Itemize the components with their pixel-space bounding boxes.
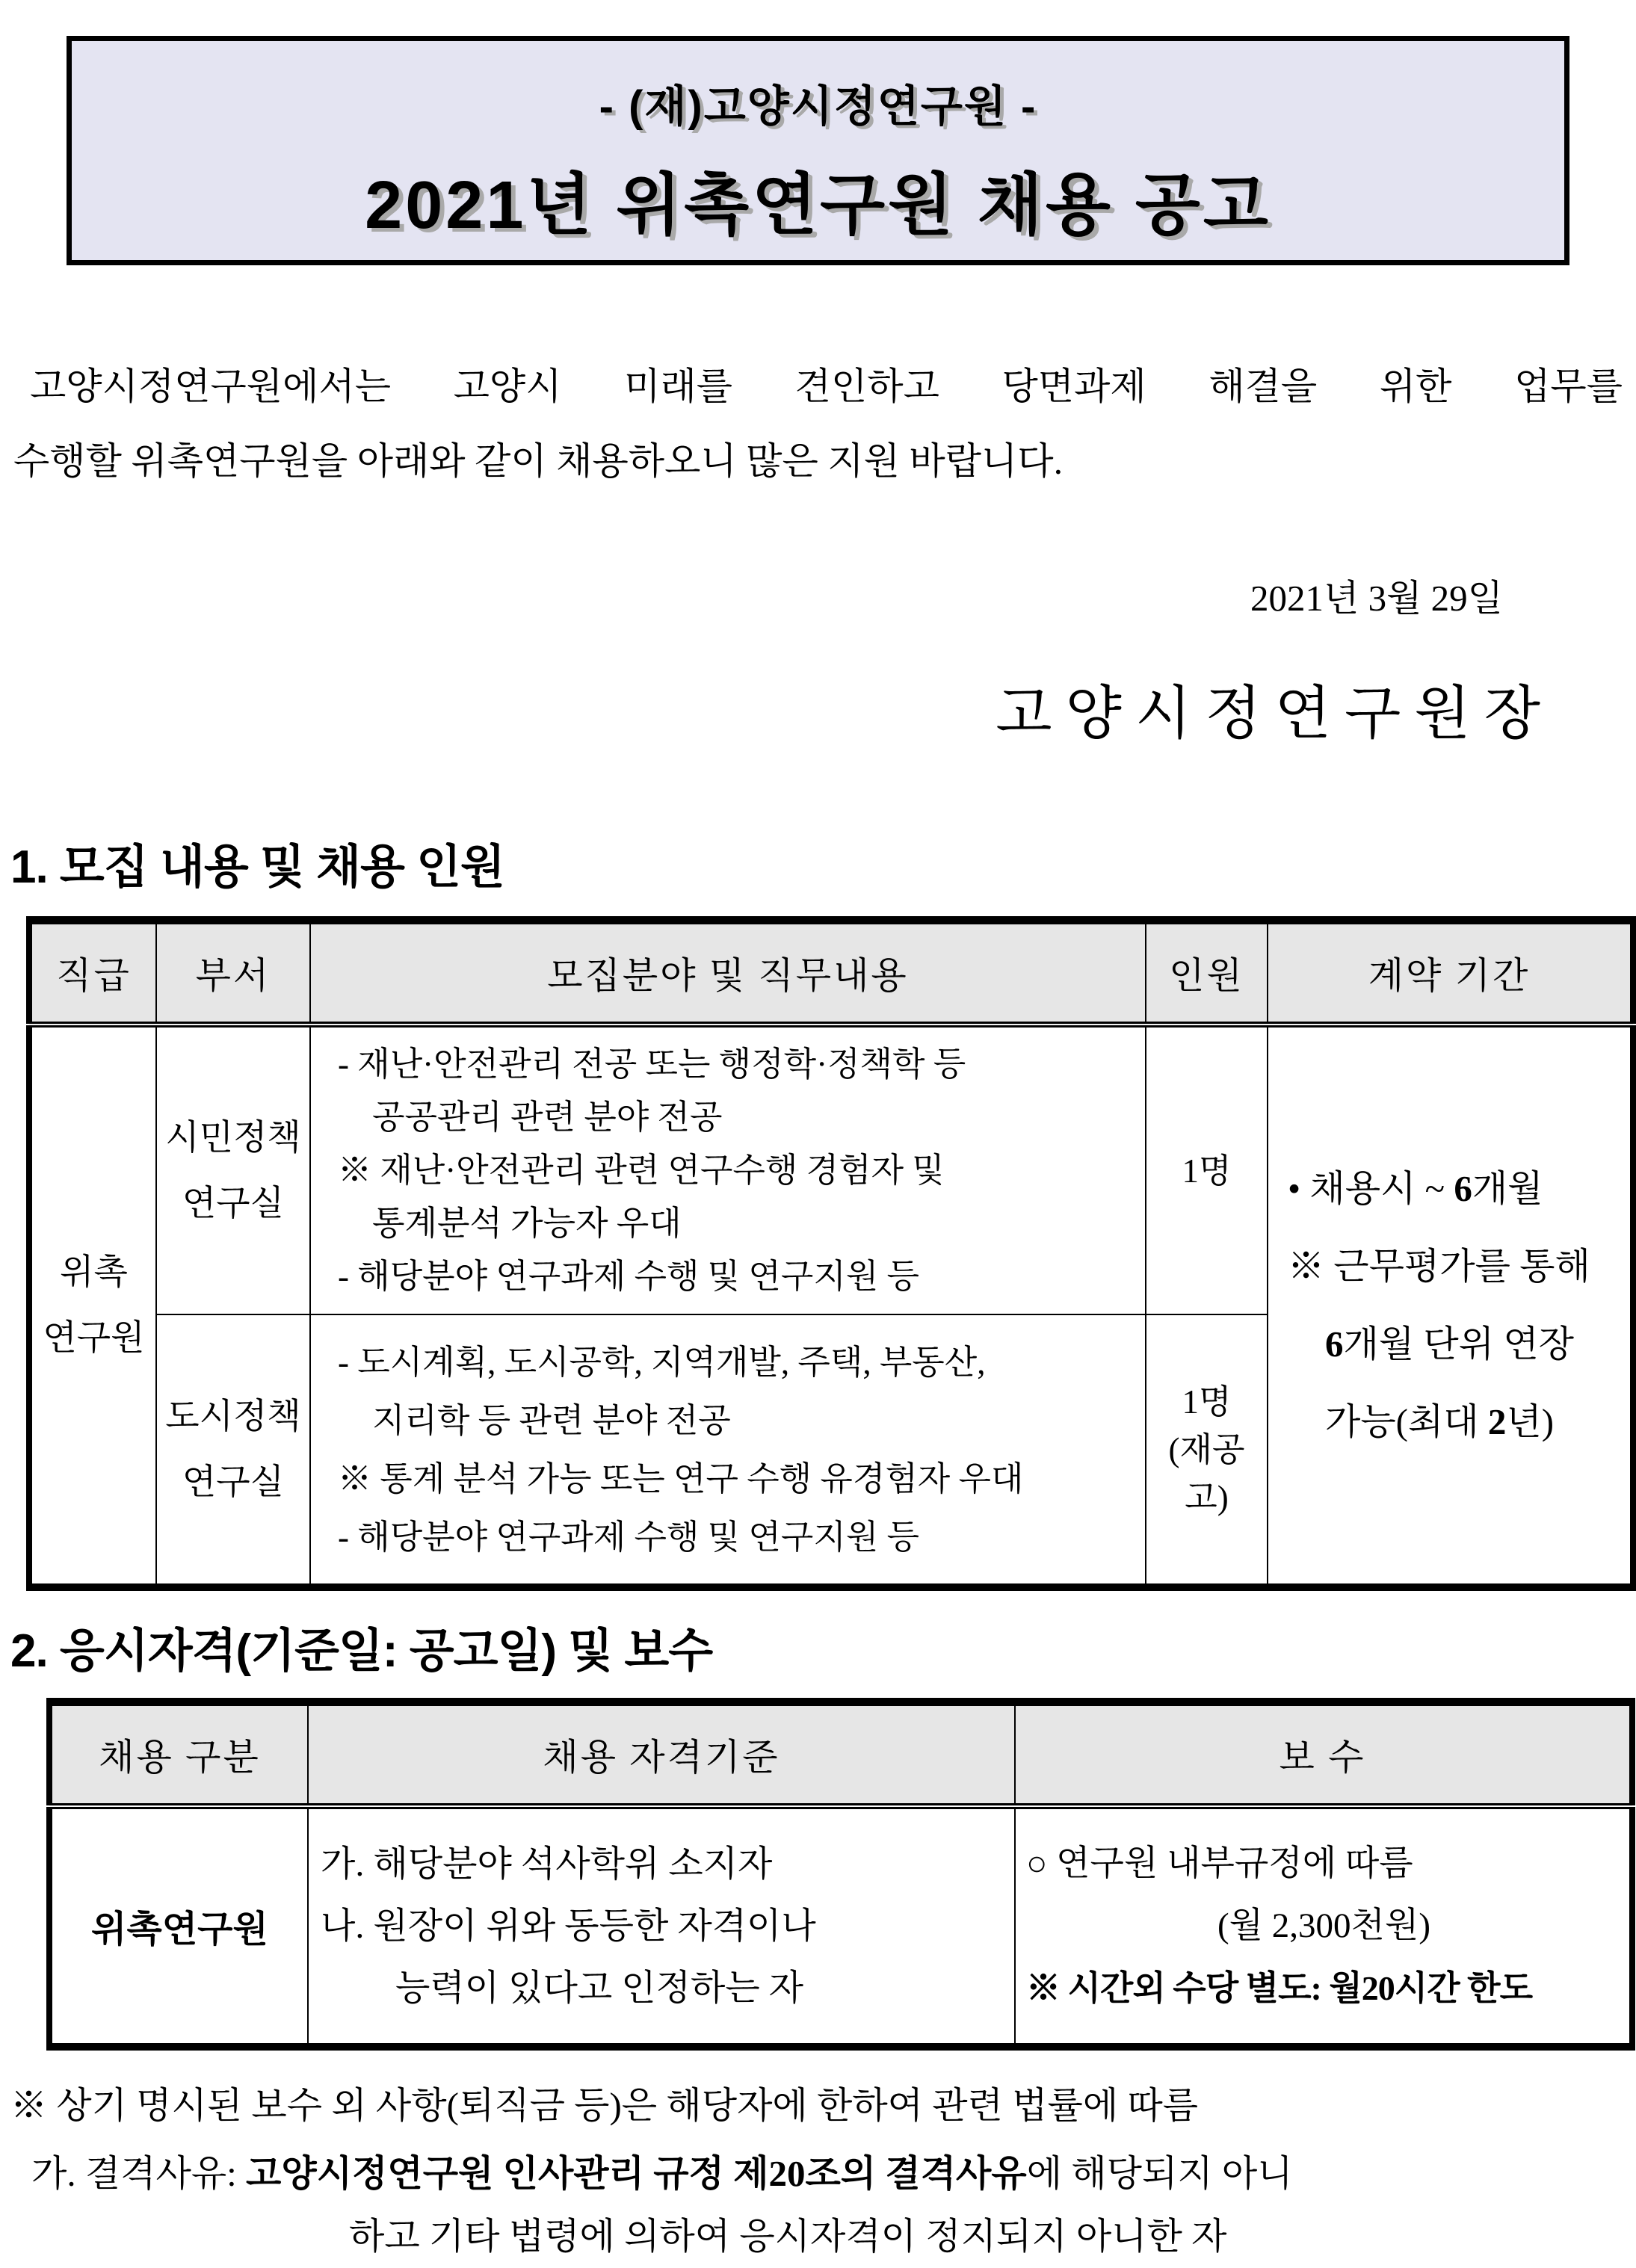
criteria-line: 나. 원장이 위와 동등한 자격이나 — [321, 1906, 816, 1946]
table-row — [29, 1025, 1633, 1314]
col-header-pay: 보 수 — [1015, 1702, 1632, 1807]
dept-line: 연구실 — [182, 1462, 285, 1502]
cell-contract-period — [1268, 1025, 1633, 1587]
criteria-line: 능력이 있다고 인정하는 자 — [395, 1968, 804, 2008]
table-row — [49, 1806, 1632, 2047]
section1-title: 1. 모집 내용 및 채용 인원 — [10, 841, 504, 893]
announcement-date: 2021년 3월 29일 — [1250, 578, 1503, 619]
pay-line: ※ 시간외 수당 별도: 월20시간 한도 — [1026, 1969, 1533, 2007]
duty-line: 공공관리 관련 분야 전공 — [372, 1099, 723, 1136]
dept-line: 연구실 — [182, 1184, 285, 1223]
dept-line: 도시정책 — [165, 1397, 301, 1436]
cell-duties-row1 — [310, 1025, 1146, 1314]
cell-duties-row2 — [310, 1314, 1146, 1587]
count-line: 1명 — [1182, 1382, 1232, 1421]
recruitment-table-header-row — [29, 921, 1633, 1025]
duty-line: - 해당분야 연구과제 수행 및 연구지원 등 — [338, 1518, 920, 1556]
contract-line: • 채용시 ~ 6개월 — [1288, 1168, 1543, 1209]
duty-line: - 재난·안전관리 전공 또는 행정학·정책학 등 — [338, 1045, 966, 1083]
recruitment-table — [26, 916, 1636, 1591]
col-header-duties: 모집분야 및 직무내용 — [310, 921, 1146, 1025]
count-line: (재공고) — [1168, 1430, 1245, 1516]
cell-dept-citizen-policy — [156, 1025, 310, 1314]
criteria-line: 가. 해당분야 석사학위 소지자 — [321, 1844, 773, 1884]
position-line: 위촉 — [60, 1253, 128, 1292]
col-header-contract: 계약 기간 — [1268, 921, 1633, 1025]
cell-category: 위촉연구원 — [49, 1806, 308, 2047]
cell-criteria — [308, 1806, 1015, 2047]
pay-line: ○ 연구원 내부규정에 따름 — [1026, 1844, 1413, 1883]
position-line: 연구원 — [43, 1319, 145, 1358]
contract-line: 6개월 단위 연장 — [1325, 1323, 1575, 1365]
col-header-category: 채용 구분 — [49, 1702, 308, 1807]
footnote-pay: ※ 상기 명시된 보수 외 사항(퇴직금 등)은 해당자에 한하여 관련 법률에 따름 — [10, 2085, 1199, 2126]
duty-line: ※ 통계 분석 가능 또는 연구 수행 유경험자 우대 — [338, 1459, 1024, 1498]
announcement-title: 2021년 위촉연구원 채용 공고 — [365, 168, 1271, 243]
cell-count-row1 — [1146, 1025, 1268, 1314]
dept-line: 시민정책 — [165, 1118, 301, 1158]
cell-pay — [1015, 1806, 1632, 2047]
intro-line-1: 고양시정연구원에서는 고양시 미래를 견인하고 당면과제 해결을 위한 업무를 — [30, 365, 1623, 407]
pay-line: (월 2,300천원) — [1217, 1906, 1430, 1945]
count-line: 1명 — [1182, 1152, 1232, 1190]
intro-paragraph — [13, 349, 1623, 498]
col-header-grade: 직급 — [29, 921, 156, 1025]
col-header-criteria: 채용 자격기준 — [308, 1702, 1015, 1807]
section2-title: 2. 응시자격(기준일: 공고일) 및 보수 — [10, 1625, 713, 1677]
cell-dept-urban-policy — [156, 1314, 310, 1587]
qualification-table — [46, 1698, 1635, 2051]
duty-line: 통계분석 가능자 우대 — [372, 1205, 682, 1242]
document-page — [0, 36, 1636, 2257]
footnote-disqualification-line2: 하고 기타 법령에 의하여 응시자격이 정지되지 아니한 자 — [349, 2216, 1227, 2257]
col-header-dept: 부서 — [156, 921, 310, 1025]
duty-line: - 도시계획, 도시공학, 지역개발, 주택, 부동산, — [338, 1343, 986, 1381]
contract-line: 가능(최대 2년) — [1325, 1401, 1555, 1442]
duty-line: ※ 재난·안전관리 관련 연구수행 경험자 및 — [338, 1152, 945, 1189]
intro-line-2: 수행할 위촉연구원을 아래와 같이 채용하오니 많은 지원 바랍니다. — [13, 440, 1064, 482]
duty-line: - 해당분야 연구과제 수행 및 연구지원 등 — [338, 1258, 920, 1295]
org-title: - (재)고양시정연구원 - — [599, 82, 1037, 131]
cell-position — [29, 1025, 156, 1587]
qualification-table-header-row — [49, 1702, 1632, 1807]
footnote-disqualification-line1: 가. 결격사유: 고양시정연구원 인사관리 규정 제20조의 결격사유에 해당되지 아니 — [31, 2153, 1293, 2194]
cell-count-row2 — [1146, 1314, 1268, 1587]
title-box — [67, 36, 1569, 265]
col-header-count: 인원 — [1146, 921, 1268, 1025]
duty-line: 지리학 등 관련 분야 전공 — [372, 1401, 731, 1439]
contract-line: ※ 근무평가를 통해 — [1288, 1246, 1590, 1287]
footnote-disqualification — [31, 2142, 1636, 2268]
signature-title: 고양시정연구원장 — [996, 681, 1554, 746]
